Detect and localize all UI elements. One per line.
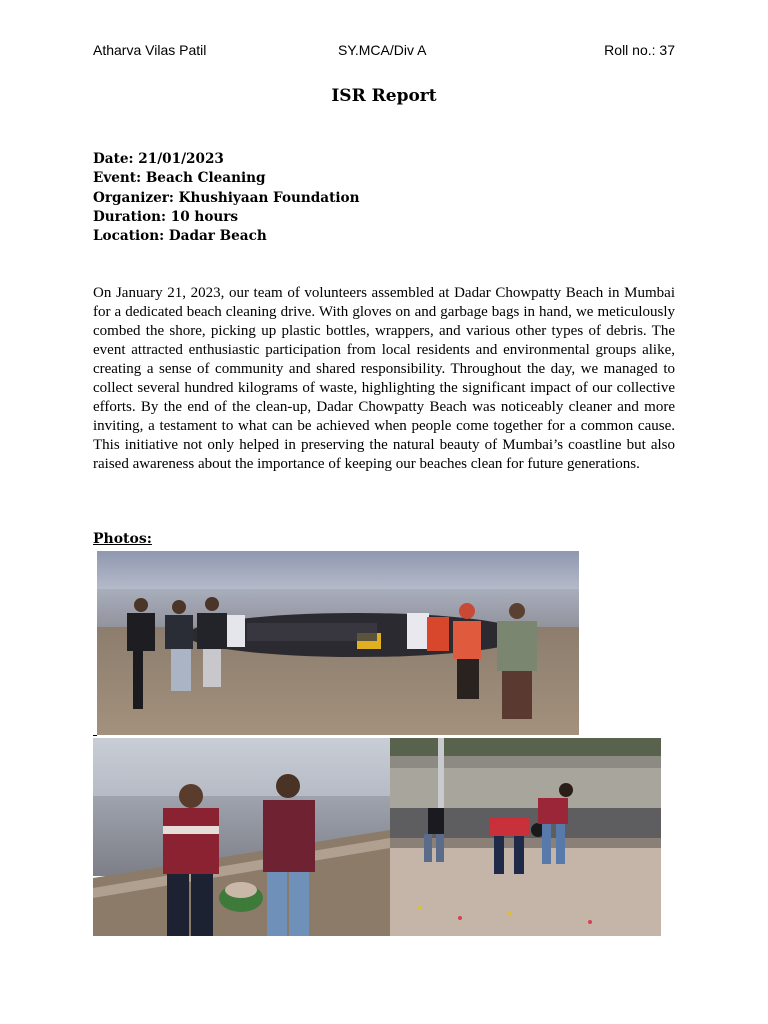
- photos-heading: Photos:: [93, 531, 152, 547]
- event-organizer: Organizer: Khushiyaan Foundation: [93, 189, 360, 206]
- event-duration: Duration: 10 hours: [93, 208, 239, 225]
- report-title: ISR Report: [331, 86, 437, 106]
- report-body: On January 21, 2023, our team of volunteers assembled at Dadar Chowpatty Beach in Mumbai for a dedicated beach cleaning drive. With gloves on and garbage bags in hand, we meticulously combed the shore, picking up plastic bottles, wrappers, and various other types of debris. The event attracted enthusiastic participation from local residents and environmental groups alike, creating a sense of community and shared responsibility. Throughout the day, we managed to collect several hundred kilograms of waste, highlighting the significant impact of our collective efforts. By the end of the clean-up, Dadar Chowpatty Beach was noticeably cleaner and more inviting, a testament to what can be achieved when people come together for a common cause. This initiative not only helped in preserving the natural beauty of Mumbai’s coastline but also raised awareness about the importance of keeping our beaches clean for future generations.: [93, 285, 675, 472]
- cleanup-photo: [390, 738, 661, 936]
- student-name: Atharva Vilas Patil: [93, 42, 207, 58]
- divider-mark: [93, 735, 97, 736]
- event-name: Event: Beach Cleaning: [93, 170, 266, 187]
- page-header: [93, 42, 675, 62]
- event-details: [93, 150, 675, 246]
- group-photo: [97, 551, 579, 735]
- roll-number: Roll no.: 37: [604, 42, 675, 58]
- event-location: Location: Dadar Beach: [93, 228, 267, 245]
- event-date: Date: 21/01/2023: [93, 151, 224, 167]
- volunteers-photo: [93, 738, 390, 936]
- student-class: SY.MCA/Div A: [338, 42, 427, 58]
